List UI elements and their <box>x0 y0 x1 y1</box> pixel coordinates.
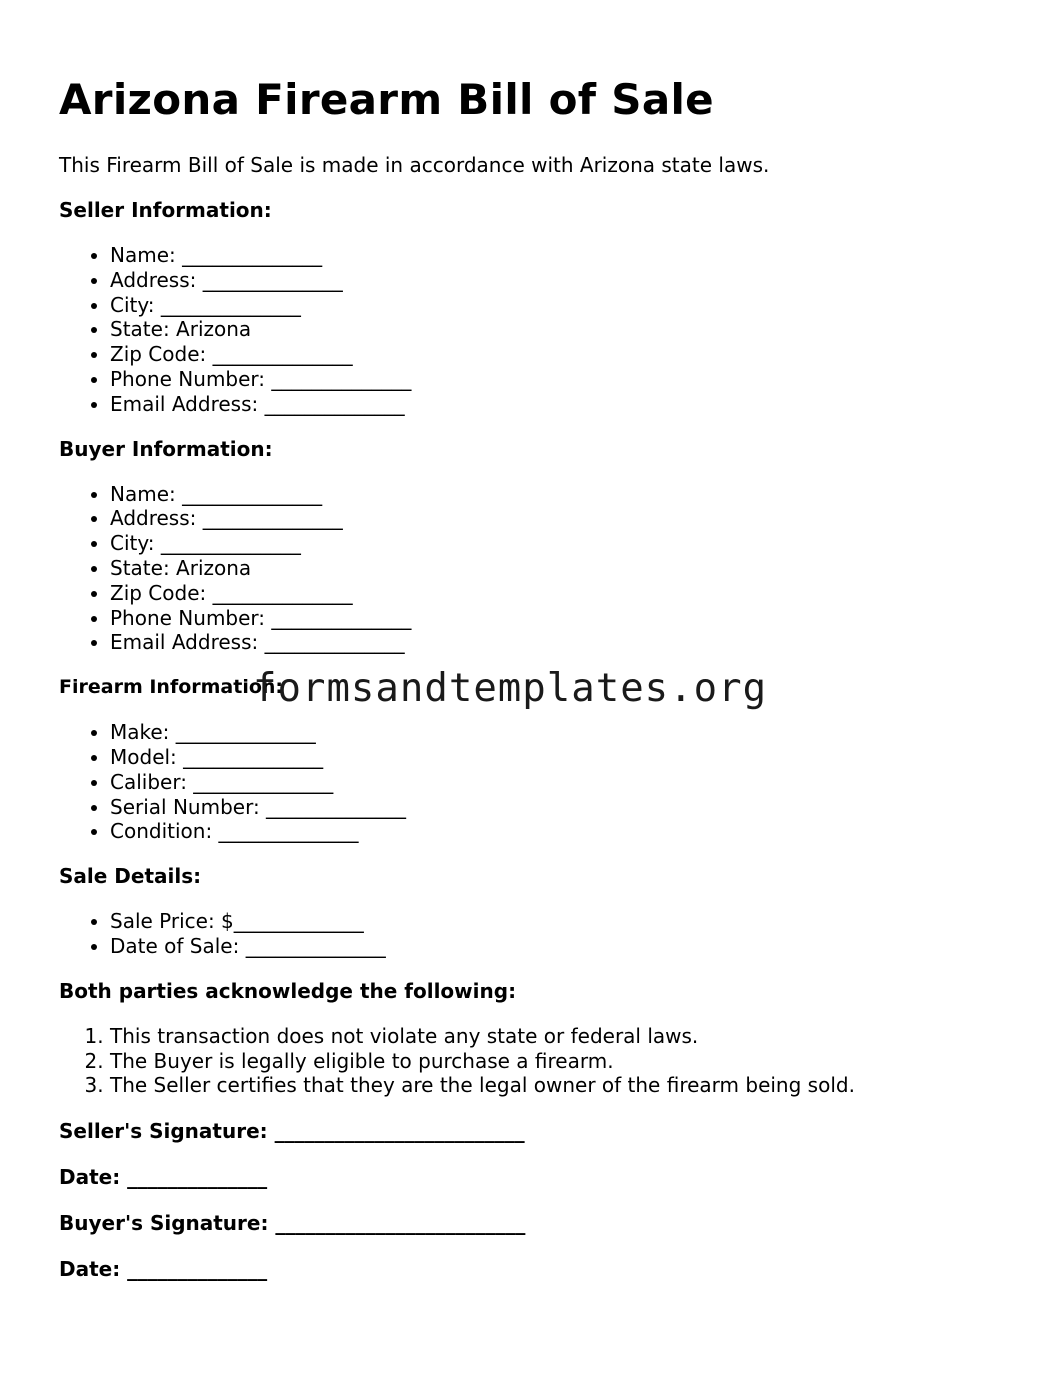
buyer-heading: Buyer Information: <box>59 436 273 461</box>
buyer-signature-line: Buyer's Signature: _________________________ <box>59 1211 526 1236</box>
list-item: • Make: ______________ <box>110 720 1019 745</box>
seller-signature-line: Seller's Signature: _________________________ <box>59 1119 525 1144</box>
seller-list <box>59 243 1019 417</box>
list-item: • Caliber: ______________ <box>110 770 1019 795</box>
firearm-list <box>59 720 1019 844</box>
watermark-text: formsandtemplates.org <box>253 666 768 711</box>
list-item: • Serial Number: ______________ <box>110 795 1019 820</box>
list-item: • Model: ______________ <box>110 745 1019 770</box>
acknowledge-list <box>59 1024 1019 1098</box>
sale-heading: Sale Details: <box>59 864 202 889</box>
list-item: • Email Address: ______________ <box>110 392 1019 417</box>
buyer-list <box>59 482 1019 656</box>
list-item: • Email Address: ______________ <box>110 630 1019 655</box>
list-item: • Date of Sale: ______________ <box>110 934 1019 959</box>
seller-heading: Seller Information: <box>59 198 272 222</box>
list-item: • Phone Number: ______________ <box>110 367 1019 392</box>
list-item: • Address: ______________ <box>110 506 1019 531</box>
list-item: • Name: ______________ <box>110 243 1019 268</box>
seller-date-line: Date: ______________ <box>59 1165 268 1190</box>
buyer-date-line: Date: ______________ <box>59 1257 268 1282</box>
list-item: • Zip Code: ______________ <box>110 342 1019 367</box>
list-item: 2. The Buyer is legally eligible to purchase a firearm. <box>110 1049 1019 1074</box>
sale-list <box>59 909 1019 959</box>
intro-paragraph: This Firearm Bill of Sale is made in accordance with Arizona state laws. <box>59 153 770 177</box>
list-item: • State: Arizona <box>110 556 1019 581</box>
list-item: • City: ______________ <box>110 293 1019 318</box>
list-item: • Sale Price: $_____________ <box>110 909 1019 934</box>
list-item: • Phone Number: ______________ <box>110 606 1019 631</box>
list-item: • State: Arizona <box>110 317 1019 342</box>
list-item: • Condition: ______________ <box>110 819 1019 844</box>
list-item: • Name: ______________ <box>110 482 1019 507</box>
list-item: 3. The Seller certifies that they are the legal owner of the firearm being sold. <box>110 1073 1019 1098</box>
acknowledge-heading: Both parties acknowledge the following: <box>59 978 517 1003</box>
list-item: • City: ______________ <box>110 531 1019 556</box>
page-title: Arizona Firearm Bill of Sale <box>59 75 714 124</box>
list-item: 1. This transaction does not violate any state or federal laws. <box>110 1024 1019 1049</box>
firearm-heading: Firearm Information: <box>59 676 284 699</box>
list-item: • Address: ______________ <box>110 268 1019 293</box>
list-item: • Zip Code: ______________ <box>110 581 1019 606</box>
